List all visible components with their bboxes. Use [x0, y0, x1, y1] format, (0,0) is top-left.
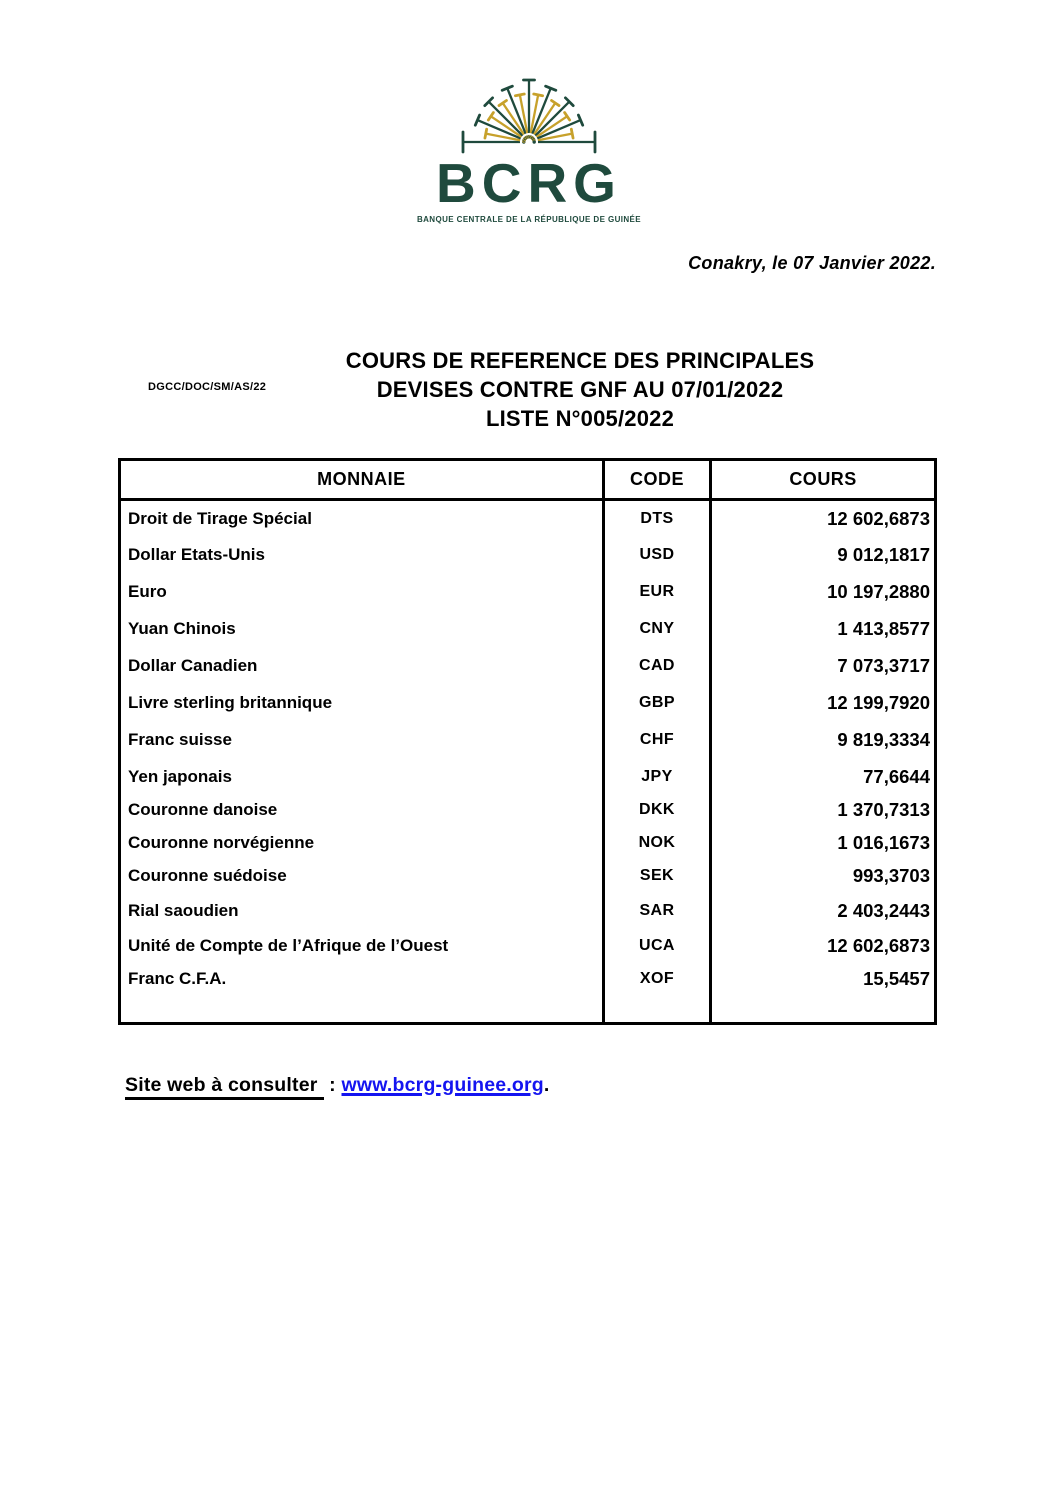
currency-rate: 77,6644 [863, 766, 930, 787]
table-row [120, 891, 936, 932]
table-row [120, 759, 936, 796]
currency-name: Droit de Tirage Spécial [128, 508, 312, 528]
currency-code: DKK [603, 796, 710, 825]
currency-rate: 1 413,8577 [837, 618, 930, 639]
table-row [120, 722, 936, 759]
currency-name: Yuan Chinois [128, 619, 236, 638]
footer-separator: : [323, 1074, 342, 1096]
currency-code: XOF [603, 961, 710, 998]
table-row [120, 932, 936, 961]
currency-rate: 2 403,2443 [837, 900, 930, 921]
currency-rate: 1 016,1673 [837, 832, 930, 853]
currency-name: Rial saoudien [128, 901, 239, 920]
currency-rate: 1 370,7313 [837, 799, 930, 820]
footer-label: Site web à consulter [125, 1074, 324, 1100]
currency-code: CNY [603, 611, 710, 648]
title-line-1: COURS DE REFERENCE DES PRINCIPALES [345, 348, 815, 373]
reference-code: DGCC/DOC/SM/AS/22 [148, 381, 267, 393]
currency-name: Yen japonais [128, 767, 232, 786]
currency-rate: 9 819,3334 [837, 729, 930, 750]
logo-acronym: BCRG [436, 152, 622, 214]
currency-code: EUR [603, 574, 710, 611]
currency-name: Franc C.F.A. [128, 969, 227, 988]
currency-rate: 9 012,1817 [837, 544, 930, 565]
currency-name: Livre sterling britannique [128, 693, 333, 712]
currency-name: Unité de Compte de l’Afrique de l’Ouest [128, 936, 449, 955]
table-row [120, 685, 936, 722]
sunburst-rays-icon [454, 70, 604, 154]
currency-rate: 12 602,6873 [827, 507, 930, 529]
table-row [120, 611, 936, 648]
table-header-row [120, 460, 936, 500]
table-row [120, 961, 936, 998]
currency-code: USD [603, 537, 710, 574]
currency-name: Couronne danoise [128, 800, 278, 819]
table-row [120, 862, 936, 891]
table-row [120, 500, 936, 537]
currency-code: SAR [603, 891, 710, 932]
rates-table [118, 458, 937, 1025]
table-row [120, 796, 936, 825]
table-row [120, 537, 936, 574]
currency-name: Couronne norvégienne [128, 833, 315, 852]
currency-name: Dollar Canadien [128, 656, 258, 675]
currency-name: Franc suisse [128, 730, 232, 749]
currency-rate: 15,5457 [863, 968, 930, 989]
currency-code: JPY [603, 759, 710, 796]
currency-code: UCA [603, 932, 710, 961]
rates-table-body [120, 500, 936, 1024]
website-link[interactable]: www.bcrg-guinee.org [341, 1074, 544, 1096]
date-line: Conakry, le 07 Janvier 2022. [688, 253, 936, 273]
table-row [120, 574, 936, 611]
currency-code: SEK [603, 862, 710, 891]
currency-name: Couronne suédoise [128, 866, 287, 885]
currency-rate: 12 602,6873 [827, 935, 930, 956]
currency-name: Euro [128, 582, 167, 601]
bcrg-logo [0, 70, 1058, 224]
title-line-2: DEVISES CONTRE GNF AU 07/01/2022 [376, 377, 784, 402]
header-cours: COURS [711, 460, 936, 500]
header-monnaie: MONNAIE [120, 460, 604, 500]
footer-period: . [543, 1074, 550, 1096]
currency-code: GBP [603, 685, 710, 722]
logo-strapline: BANQUE CENTRALE DE LA RÉPUBLIQUE DE GUINÉE [416, 215, 642, 224]
title-line-3: LISTE N°005/2022 [485, 406, 675, 431]
rates-table-container [118, 458, 937, 1025]
footer-line [125, 1074, 550, 1097]
table-row [120, 825, 936, 862]
currency-rate: 7 073,3717 [837, 655, 930, 676]
currency-code: NOK [603, 825, 710, 862]
currency-code: DTS [603, 500, 710, 537]
table-spacer-row [120, 998, 936, 1024]
currency-rate: 12 199,7920 [827, 692, 930, 713]
currency-name: Dollar Etats-Unis [128, 545, 265, 564]
currency-code: CHF [603, 722, 710, 759]
header-code: CODE [603, 460, 710, 500]
document-title [252, 346, 908, 433]
table-row [120, 648, 936, 685]
currency-code: CAD [603, 648, 710, 685]
currency-rate: 10 197,2880 [827, 581, 930, 602]
currency-rate: 993,3703 [852, 865, 930, 886]
